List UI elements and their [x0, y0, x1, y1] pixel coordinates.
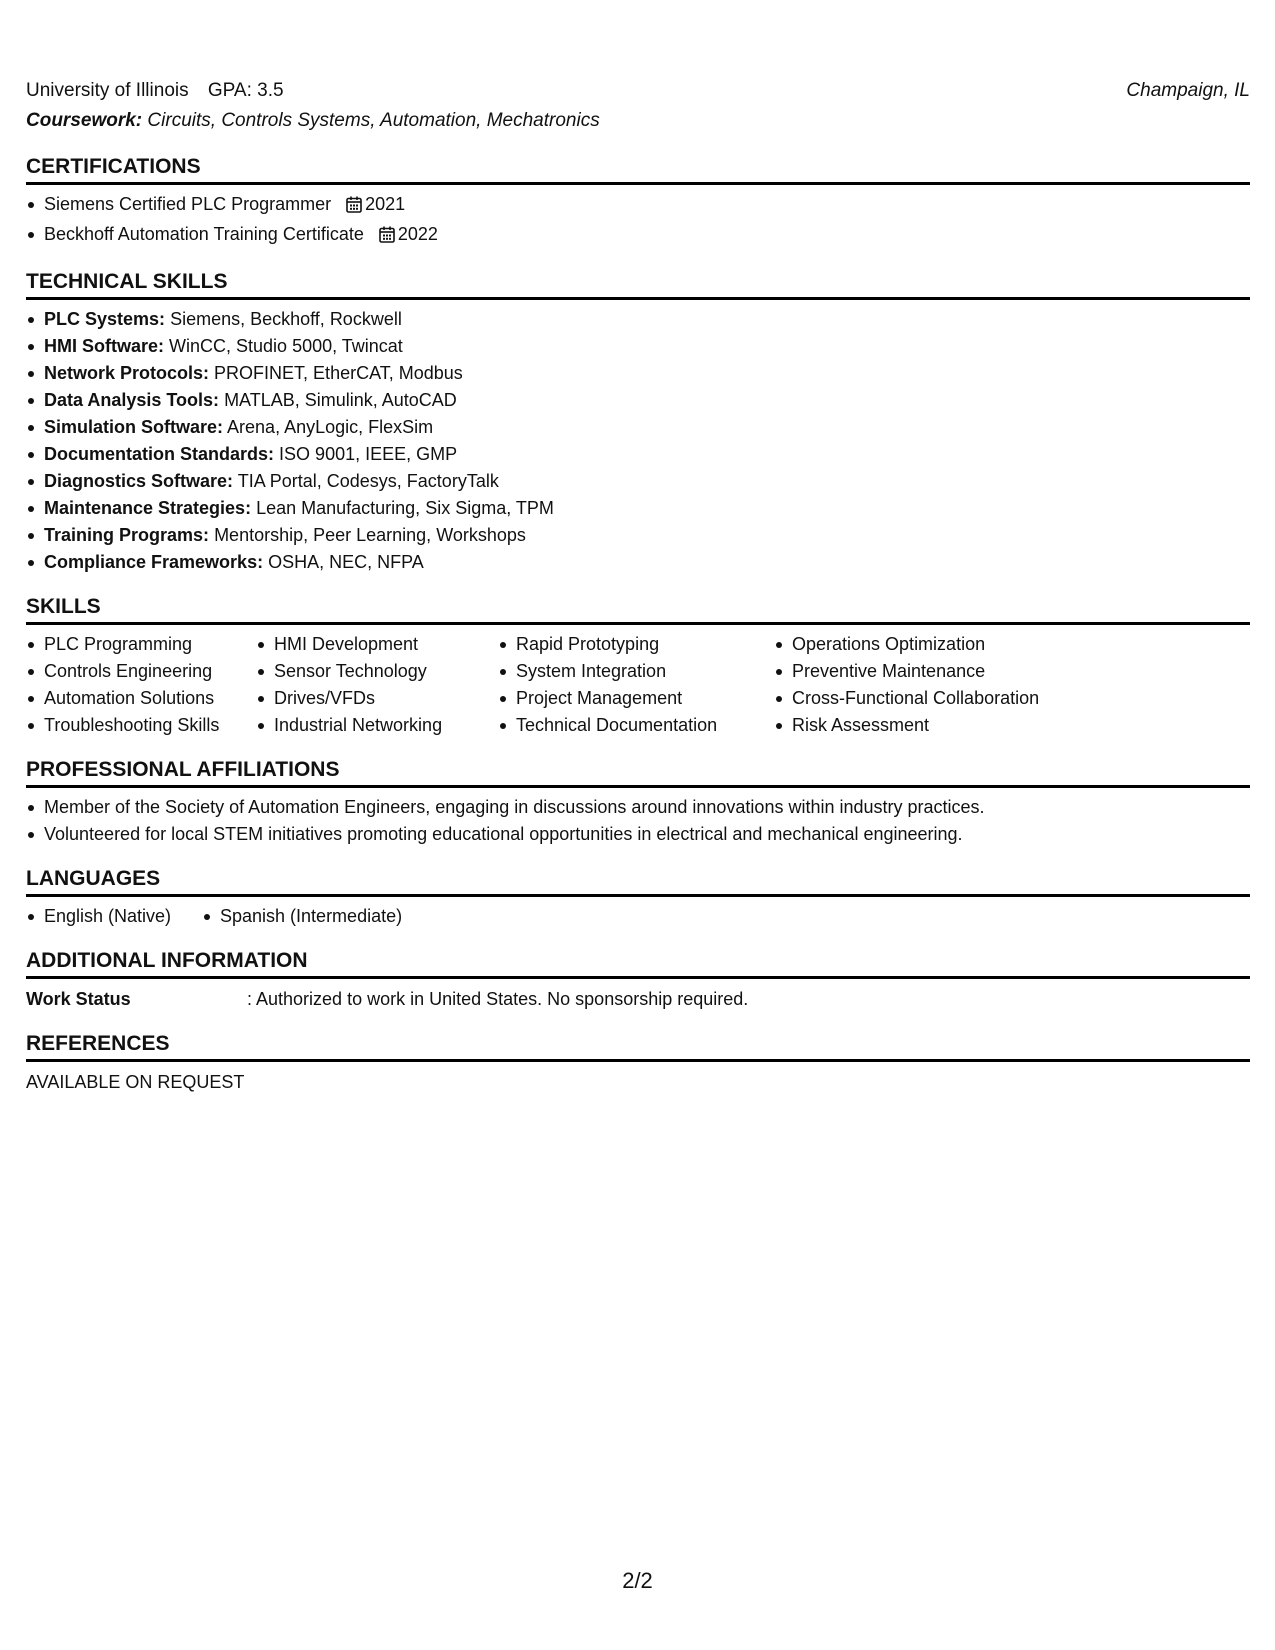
skill-item: HMI Development: [274, 631, 498, 658]
certification-item: [44, 191, 1250, 221]
languages-column: [26, 903, 202, 930]
certification-name: Beckhoff Automation Training Certificate: [44, 224, 364, 244]
section-title-skills: SKILLS: [26, 594, 1250, 625]
skill-item: Sensor Technology: [274, 658, 498, 685]
technical-skill-item: [44, 468, 1250, 495]
technical-skills-list: [26, 306, 1250, 576]
technical-skill-item: [44, 441, 1250, 468]
skills-column: [774, 631, 1092, 739]
school-name: University of Illinois: [26, 80, 189, 101]
technical-skill-label: HMI Software:: [44, 336, 165, 356]
technical-skill-value: MATLAB, Simulink, AutoCAD: [224, 390, 457, 410]
technical-skill-value: Mentorship, Peer Learning, Workshops: [214, 525, 526, 545]
affiliations-list: [26, 794, 1250, 848]
education-school-gpa: [26, 76, 284, 106]
section-title-affiliations: PROFESSIONAL AFFILIATIONS: [26, 757, 1250, 788]
languages-column: [202, 903, 402, 930]
skills-grid: [26, 631, 1250, 739]
technical-skill-value: Arena, AnyLogic, FlexSim: [227, 417, 434, 437]
skill-item: Project Management: [516, 685, 774, 712]
technical-skill-item: [44, 333, 1250, 360]
gpa: GPA: 3.5: [207, 80, 284, 101]
technical-skill-label: Diagnostics Software:: [44, 471, 234, 491]
technical-skill-label: Compliance Frameworks:: [44, 552, 264, 572]
technical-skill-item: [44, 360, 1250, 387]
section-title-certifications: CERTIFICATIONS: [26, 154, 1250, 185]
technical-skill-label: Maintenance Strategies:: [44, 498, 252, 518]
certification-name: Siemens Certified PLC Programmer: [44, 194, 332, 214]
skill-item: Controls Engineering: [44, 658, 256, 685]
technical-skill-label: Training Programs:: [44, 525, 210, 545]
technical-skill-item: [44, 306, 1250, 333]
technical-skill-value: ISO 9001, IEEE, GMP: [279, 444, 458, 464]
skill-item: Automation Solutions: [44, 685, 256, 712]
skill-item: PLC Programming: [44, 631, 256, 658]
skills-column: [26, 631, 256, 739]
page-number: 2/2: [622, 1568, 653, 1593]
skill-item: Preventive Maintenance: [792, 658, 1092, 685]
section-title-references: REFERENCES: [26, 1031, 1250, 1062]
work-status-value: : Authorized to work in United States. No sponsorship required.: [247, 989, 749, 1009]
affiliation-item: Volunteered for local STEM initiatives promoting educational opportunities in electrical and mechanical engineering.: [44, 821, 1250, 848]
work-status-row: [26, 985, 1250, 1013]
skill-item: System Integration: [516, 658, 774, 685]
technical-skill-label: Data Analysis Tools:: [44, 390, 220, 410]
language-item: Spanish (Intermediate): [220, 903, 402, 930]
technical-skill-item: [44, 414, 1250, 441]
skill-item: Technical Documentation: [516, 712, 774, 739]
section-title-additional-information: ADDITIONAL INFORMATION: [26, 948, 1250, 979]
skill-item: Operations Optimization: [792, 631, 1092, 658]
skill-item: Rapid Prototyping: [516, 631, 774, 658]
technical-skill-value: PROFINET, EtherCAT, Modbus: [214, 363, 463, 383]
certifications-list: [26, 191, 1250, 251]
technical-skill-label: Simulation Software:: [44, 417, 224, 437]
skills-column: [498, 631, 774, 739]
affiliation-item: Member of the Society of Automation Engineers, engaging in discussions around innovations within industry practices.: [44, 794, 1250, 821]
certification-year: 2022: [397, 224, 438, 244]
technical-skill-item: [44, 387, 1250, 414]
technical-skill-value: OSHA, NEC, NFPA: [268, 552, 424, 572]
technical-skill-label: Network Protocols:: [44, 363, 210, 383]
technical-skill-value: Siemens, Beckhoff, Rockwell: [170, 309, 402, 329]
skill-item: Troubleshooting Skills: [44, 712, 256, 739]
calendar-icon: [346, 194, 362, 221]
technical-skill-item: [44, 495, 1250, 522]
technical-skill-value: TIA Portal, Codesys, FactoryTalk: [237, 471, 499, 491]
certification-item: [44, 221, 1250, 251]
technical-skill-value: Lean Manufacturing, Six Sigma, TPM: [256, 498, 554, 518]
technical-skill-label: PLC Systems:: [44, 309, 166, 329]
skills-column: [256, 631, 498, 739]
coursework-value: Circuits, Controls Systems, Automation, Mechatronics: [147, 110, 600, 131]
calendar-icon: [379, 224, 395, 251]
school-location: Champaign, IL: [1126, 80, 1250, 101]
references-text: AVAILABLE ON REQUEST: [26, 1072, 245, 1092]
skill-item: Drives/VFDs: [274, 685, 498, 712]
coursework-label: Coursework:: [26, 110, 143, 131]
language-item: English (Native): [44, 903, 202, 930]
education-line: [26, 76, 1250, 106]
technical-skill-item: [44, 522, 1250, 549]
section-title-languages: LANGUAGES: [26, 866, 1250, 897]
coursework-line: [26, 106, 1250, 136]
skill-item: Cross-Functional Collaboration: [792, 685, 1092, 712]
technical-skill-value: WinCC, Studio 5000, Twincat: [169, 336, 403, 356]
work-status-label: Work Status: [26, 989, 131, 1009]
languages-row: [26, 903, 1250, 930]
resume-page: [26, 76, 1250, 1096]
skill-item: Risk Assessment: [792, 712, 1092, 739]
certification-year: 2021: [365, 194, 406, 214]
section-title-technical-skills: TECHNICAL SKILLS: [26, 269, 1250, 300]
technical-skill-label: Documentation Standards:: [44, 444, 275, 464]
technical-skill-item: [44, 549, 1250, 576]
skill-item: Industrial Networking: [274, 712, 498, 739]
